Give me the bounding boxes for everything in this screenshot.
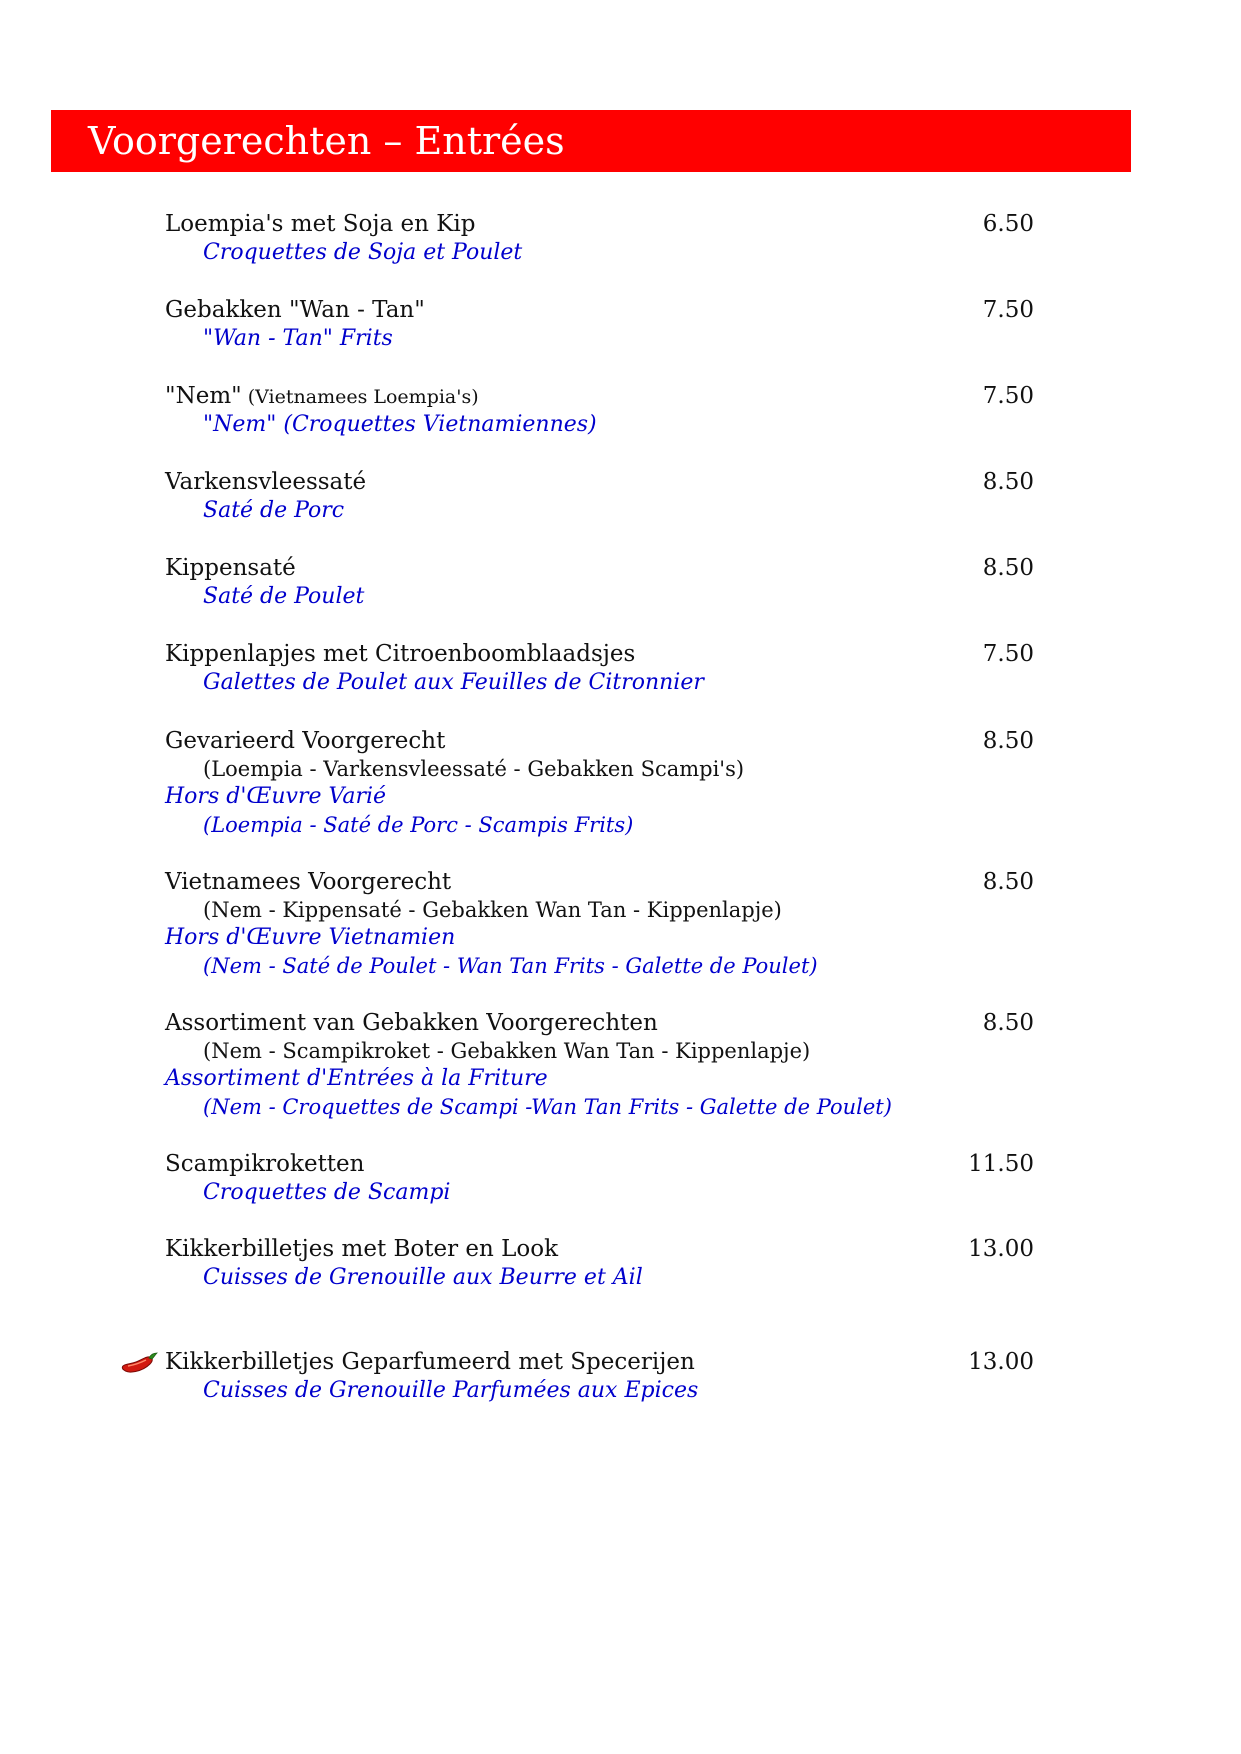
dish-price: 13.00 [968, 1349, 1034, 1375]
dish-price: 13.00 [968, 1236, 1034, 1262]
dish-price: 6.50 [982, 211, 1034, 237]
dish-name-nl: Kikkerbilletjes met Boter en Look [165, 1236, 559, 1262]
dish-price: 8.50 [982, 469, 1034, 495]
dish-price: 8.50 [982, 869, 1034, 895]
dish-components-nl: (Nem - Kippensaté - Gebakken Wan Tan - Kippenlapje) [203, 898, 782, 922]
dish-price: 8.50 [982, 728, 1034, 754]
dish-name-nl: Loempia's met Soja en Kip [165, 211, 476, 237]
dish-price: 7.50 [982, 383, 1034, 409]
dish-name-nl: Kikkerbilletjes Geparfumeerd met Specerijen [165, 1349, 695, 1375]
dish-components-nl: (Loempia - Varkensvleessaté - Gebakken Scampi's) [203, 757, 745, 781]
dish-components-nl: (Nem - Scampikroket - Gebakken Wan Tan - Kippenlapje) [203, 1039, 811, 1063]
dish-price: 11.50 [968, 1151, 1034, 1177]
section-title: Voorgerechten – Entrées [88, 119, 565, 163]
dish-name-fr: Croquettes de Soja et Poulet [203, 240, 523, 265]
dish-name-fr: Hors d'Œuvre Varié [165, 784, 387, 809]
dish-price: 7.50 [982, 297, 1034, 323]
dish-name-nl: Assortiment van Gebakken Voorgerechten [165, 1010, 658, 1036]
dish-name-fr: Assortiment d'Entrées à la Friture [165, 1066, 548, 1091]
dish-components-fr: (Nem - Croquettes de Scampi -Wan Tan Frits - Galette de Poulet) [203, 1095, 892, 1119]
dish-name-fr: Saté de Porc [203, 498, 345, 523]
dish-name-fr: Croquettes de Scampi [203, 1180, 451, 1205]
dish-name-nl: Kippensaté [165, 555, 296, 581]
dish-price: 8.50 [982, 1010, 1034, 1036]
dish-price: 7.50 [982, 641, 1034, 667]
dish-name-nl: Gevarieerd Voorgerecht [165, 728, 446, 754]
dish-components-fr: (Loempia - Saté de Porc - Scampis Frits) [203, 813, 634, 837]
dish-components-fr: (Nem - Saté de Poulet - Wan Tan Frits - Galette de Poulet) [203, 954, 818, 978]
chili-pepper-icon [120, 1350, 160, 1376]
section-header-banner [51, 110, 1131, 172]
dish-name-nl: Scampikroketten [165, 1151, 365, 1177]
dish-name-nl [165, 382, 479, 411]
dish-name-fr: Cuisses de Grenouille Parfumées aux Epices [203, 1378, 699, 1403]
dish-name-nl: Kippenlapjes met Citroenboomblaadsjes [165, 641, 636, 667]
dish-name-fr: "Nem" (Croquettes Vietnamiennes) [203, 412, 597, 437]
dish-name-nl: Vietnamees Voorgerecht [165, 869, 452, 895]
dish-name-fr: Hors d'Œuvre Vietnamien [165, 925, 456, 950]
dish-name-nl: Varkensvleessaté [165, 469, 367, 495]
dish-price: 8.50 [982, 555, 1034, 581]
dish-name-fr: Galettes de Poulet aux Feuilles de Citronnier [203, 670, 704, 695]
dish-name-fr: Saté de Poulet [203, 584, 365, 609]
dish-name-nl-extra: (Vietnamees Loempia's) [241, 386, 479, 408]
dish-name-fr: "Wan - Tan" Frits [203, 326, 393, 351]
dish-name-nl-main: "Nem" [165, 383, 242, 409]
dish-name-fr: Cuisses de Grenouille aux Beurre et Ail [203, 1265, 643, 1290]
dish-name-nl: Gebakken "Wan - Tan" [165, 297, 425, 323]
